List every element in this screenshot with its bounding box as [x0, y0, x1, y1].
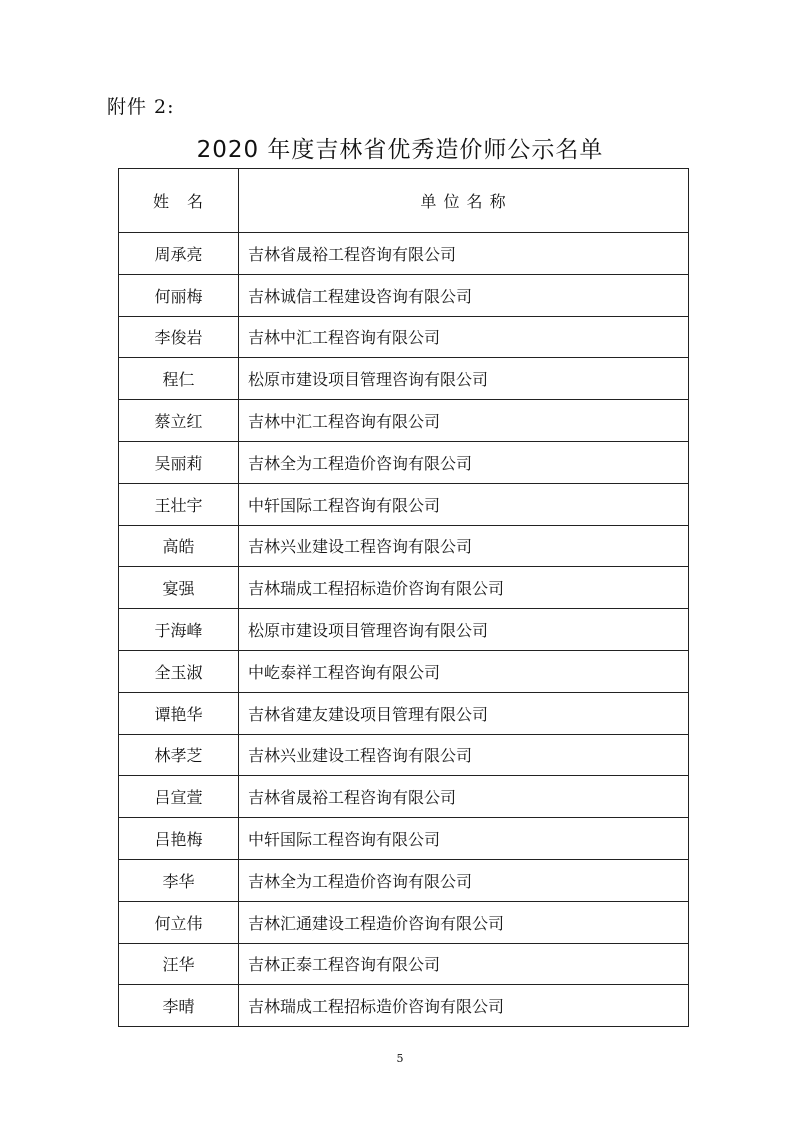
person-name: 李晴 [119, 985, 239, 1027]
company-name: 吉林中汇工程咨询有限公司 [239, 316, 689, 358]
company-name: 松原市建设项目管理咨询有限公司 [239, 358, 689, 400]
company-name: 中轩国际工程咨询有限公司 [239, 483, 689, 525]
person-name: 宴强 [119, 567, 239, 609]
person-name: 何丽梅 [119, 274, 239, 316]
person-name: 汪华 [119, 943, 239, 985]
company-name: 中屹泰祥工程咨询有限公司 [239, 650, 689, 692]
person-name: 蔡立红 [119, 400, 239, 442]
company-name: 吉林瑞成工程招标造价咨询有限公司 [239, 985, 689, 1027]
company-name: 中轩国际工程咨询有限公司 [239, 818, 689, 860]
table-row [119, 609, 689, 651]
table-row [119, 274, 689, 316]
table-row [119, 525, 689, 567]
name-column-header: 姓 名 [119, 169, 239, 233]
table-row [119, 859, 689, 901]
person-name: 于海峰 [119, 609, 239, 651]
person-name: 吕宣萱 [119, 776, 239, 818]
unit-column-header: 单 位 名 称 [239, 169, 689, 233]
page-number: 5 [396, 1052, 404, 1065]
table-row [119, 776, 689, 818]
table-header-row [119, 169, 689, 233]
table-row [119, 233, 689, 275]
company-name: 吉林兴业建设工程咨询有限公司 [239, 525, 689, 567]
table-row [119, 818, 689, 860]
person-name: 全玉淑 [119, 650, 239, 692]
person-name: 吴丽莉 [119, 441, 239, 483]
company-name: 松原市建设项目管理咨询有限公司 [239, 609, 689, 651]
person-name: 程仁 [119, 358, 239, 400]
person-name: 高皓 [119, 525, 239, 567]
person-name: 周承亮 [119, 233, 239, 275]
company-name: 吉林省晟裕工程咨询有限公司 [239, 776, 689, 818]
person-name: 李华 [119, 859, 239, 901]
person-name: 王壮宇 [119, 483, 239, 525]
company-name: 吉林中汇工程咨询有限公司 [239, 400, 689, 442]
company-name: 吉林诚信工程建设咨询有限公司 [239, 274, 689, 316]
table-row [119, 650, 689, 692]
table-row [119, 734, 689, 776]
person-name: 林孝芝 [119, 734, 239, 776]
company-name: 吉林汇通建设工程造价咨询有限公司 [239, 901, 689, 943]
table-row [119, 692, 689, 734]
person-name: 谭艳华 [119, 692, 239, 734]
document-title: 2020 年度吉林省优秀造价师公示名单 [196, 137, 604, 163]
company-name: 吉林省建友建设项目管理有限公司 [239, 692, 689, 734]
table-row [119, 441, 689, 483]
company-name: 吉林全为工程造价咨询有限公司 [239, 441, 689, 483]
table-row [119, 985, 689, 1027]
person-name: 何立伟 [119, 901, 239, 943]
table-row [119, 316, 689, 358]
company-name: 吉林全为工程造价咨询有限公司 [239, 859, 689, 901]
person-name: 李俊岩 [119, 316, 239, 358]
company-name: 吉林正泰工程咨询有限公司 [239, 943, 689, 985]
table-row [119, 901, 689, 943]
table-row [119, 483, 689, 525]
table-row [119, 358, 689, 400]
company-name: 吉林省晟裕工程咨询有限公司 [239, 233, 689, 275]
roster-table [118, 168, 689, 1027]
table-row [119, 567, 689, 609]
attachment-label: 附件 2: [107, 96, 175, 118]
table-row [119, 400, 689, 442]
company-name: 吉林瑞成工程招标造价咨询有限公司 [239, 567, 689, 609]
company-name: 吉林兴业建设工程咨询有限公司 [239, 734, 689, 776]
table-row [119, 943, 689, 985]
person-name: 吕艳梅 [119, 818, 239, 860]
